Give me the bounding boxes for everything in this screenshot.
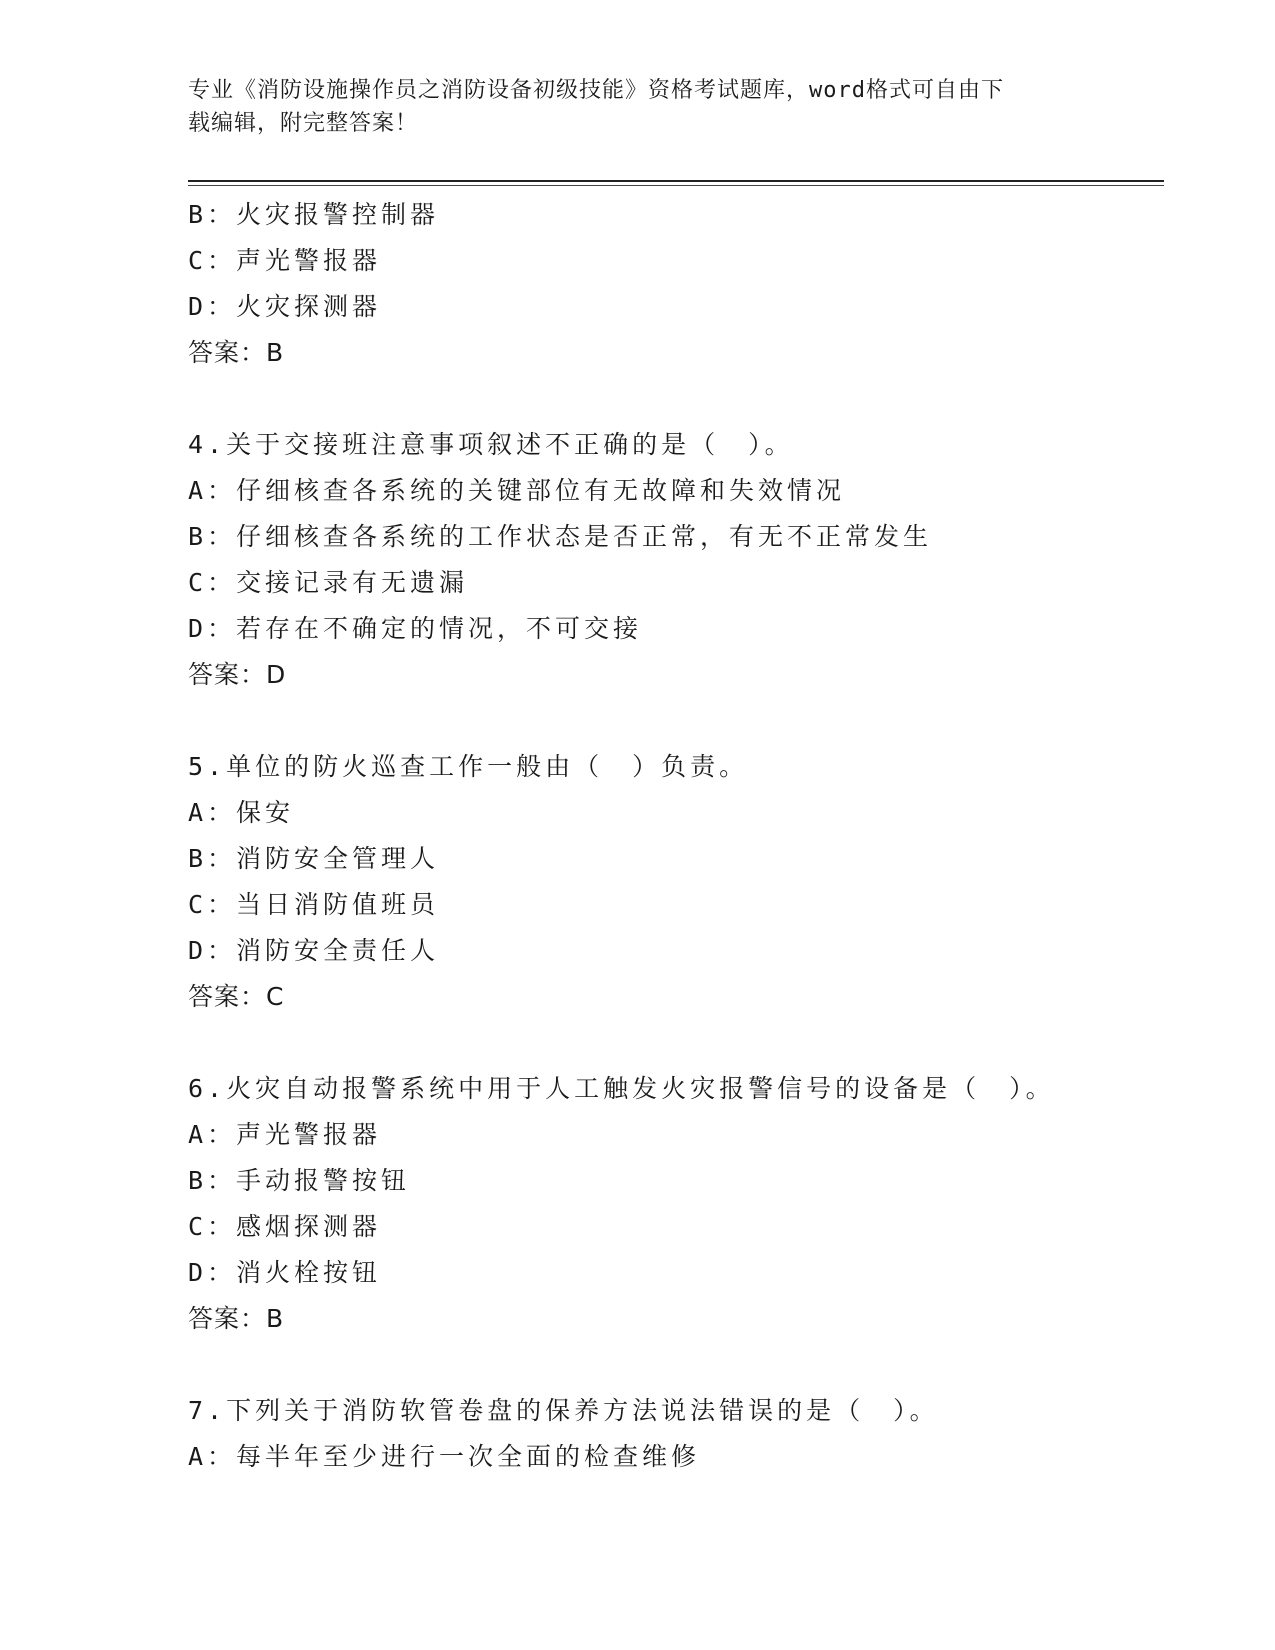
header-line-1: 专业《消防设施操作员之消防设备初级技能》资格考试题库，word格式可自由下 (188, 78, 1004, 103)
option-b: B：仔细核查各系统的工作状态是否正常，有无不正常发生 (188, 522, 933, 551)
option-c: C：声光警报器 (188, 246, 382, 275)
question-block-7 (188, 1388, 1164, 1480)
option-a: A：每半年至少进行一次全面的检查维修 (188, 1442, 701, 1471)
option-d: D：消防安全责任人 (188, 936, 440, 965)
option-d: D：火灾探测器 (188, 292, 382, 321)
option-c: C：当日消防值班员 (188, 890, 440, 919)
option-c: C：感烟探测器 (188, 1212, 382, 1241)
option-a: A：保安 (188, 798, 295, 827)
spacer (188, 1342, 1164, 1388)
option-b: B：消防安全管理人 (188, 844, 440, 873)
spacer (188, 1020, 1164, 1066)
question-block-5 (188, 744, 1164, 1020)
question-block-3 (188, 192, 1164, 376)
option-b: B：手动报警按钮 (188, 1166, 411, 1195)
header-line-2: 载编辑，附完整答案！ (188, 111, 419, 136)
spacer (188, 698, 1164, 744)
option-d: D：若存在不确定的情况，不可交接 (188, 614, 643, 643)
option-d: D：消火栓按钮 (188, 1258, 382, 1287)
question-list (188, 192, 1164, 1480)
document-header (188, 74, 1088, 140)
option-a: A：声光警报器 (188, 1120, 382, 1149)
question-block-4 (188, 422, 1164, 698)
spacer (188, 376, 1164, 422)
answer-line: 答案：C (188, 982, 285, 1011)
answer-line: 答案：B (188, 1304, 285, 1333)
question-block-6 (188, 1066, 1164, 1342)
question-text: 6.火灾自动报警系统中用于人工触发火灾报警信号的设备是（ ）。 (188, 1074, 1055, 1103)
answer-line: 答案：D (188, 660, 287, 689)
question-text: 7.下列关于消防软管卷盘的保养方法说法错误的是（ ）。 (188, 1396, 939, 1425)
option-b: B：火灾报警控制器 (188, 200, 440, 229)
header-divider-thin (188, 185, 1164, 186)
question-text: 4.关于交接班注意事项叙述不正确的是（ ）。 (188, 430, 794, 459)
header-divider-thick (188, 180, 1164, 182)
question-text: 5.单位的防火巡查工作一般由（ ）负责。 (188, 752, 749, 781)
answer-line: 答案：B (188, 338, 285, 367)
option-c: C：交接记录有无遗漏 (188, 568, 469, 597)
option-a: A：仔细核查各系统的关键部位有无故障和失效情况 (188, 476, 846, 505)
